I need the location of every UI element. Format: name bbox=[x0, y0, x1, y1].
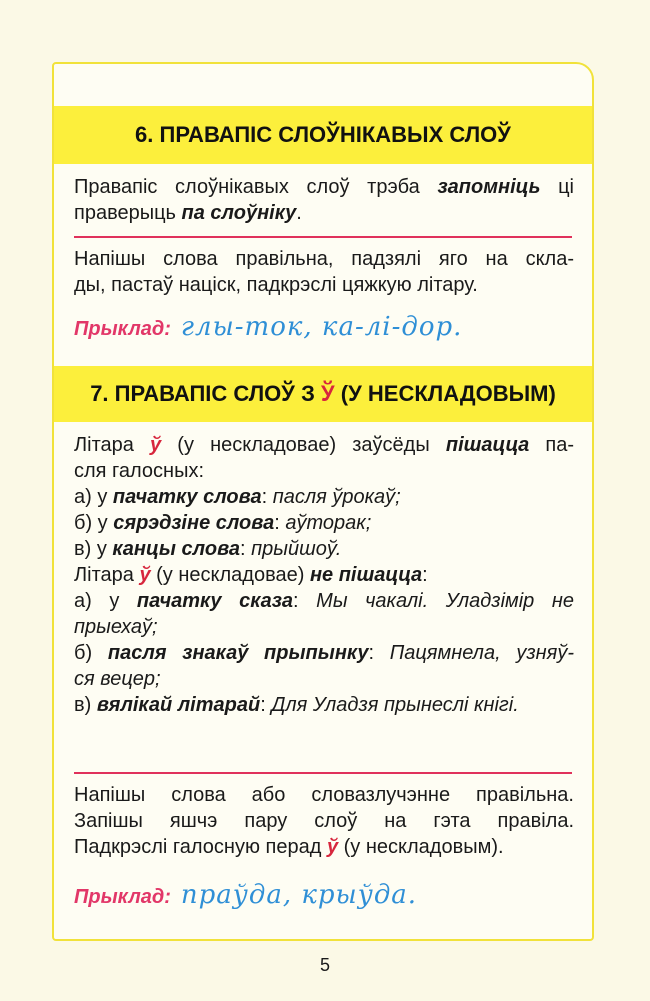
section-7-rules: Літара ў (у нескладовае) заўсёды пішацца па- сля галосных: а) у пачатку слова: пасля ўрокаў; б) у сярэдзіне слова: аўторак; в) у канцы слова: прыйшоў. Літара ў (у нескладовае) не пішацца: а) у пачатку сказа: Мы чакалі. Уладзімір не прыехаў; б) пасля знакаў прыпынку: Пацямнела, узняў- ся вецер; в) вялікай літарай: Для Уладзя прынеслі кнігі. bbox=[74, 434, 575, 716]
section-7-example: Прыклад: праўда, крыўда. bbox=[74, 880, 418, 910]
divider bbox=[74, 236, 572, 238]
section-6-title: 6. ПРАВАПІС СЛОЎНІКАВЫХ СЛОЎ bbox=[54, 106, 592, 164]
section-7-title: 7. ПРАВАПІС СЛОЎ З Ў (У НЕСКЛАДОВЫМ) bbox=[54, 366, 592, 422]
section-7-task: Напішы слова або словазлучэнне правільна. Запішы яшчэ пару слоў на гэта правіла. Падкрэслі галосную перад ў (у нескладовым). bbox=[74, 784, 574, 858]
content-frame bbox=[52, 62, 594, 941]
section-6-rule-text: Правапіс слоўнікавых слоў трэба запомніць ці праверыць па слоўніку. bbox=[74, 176, 574, 224]
divider bbox=[74, 772, 572, 774]
page-number: 5 bbox=[319, 955, 330, 975]
section-6-task: Напішы слова правільна, падзялі яго на скла- ды, пастаў націск, падкрэслі цяжкую літару. bbox=[74, 248, 574, 296]
section-6-example: Прыклад: глы-ток, ка-лі-дор. bbox=[74, 312, 463, 342]
